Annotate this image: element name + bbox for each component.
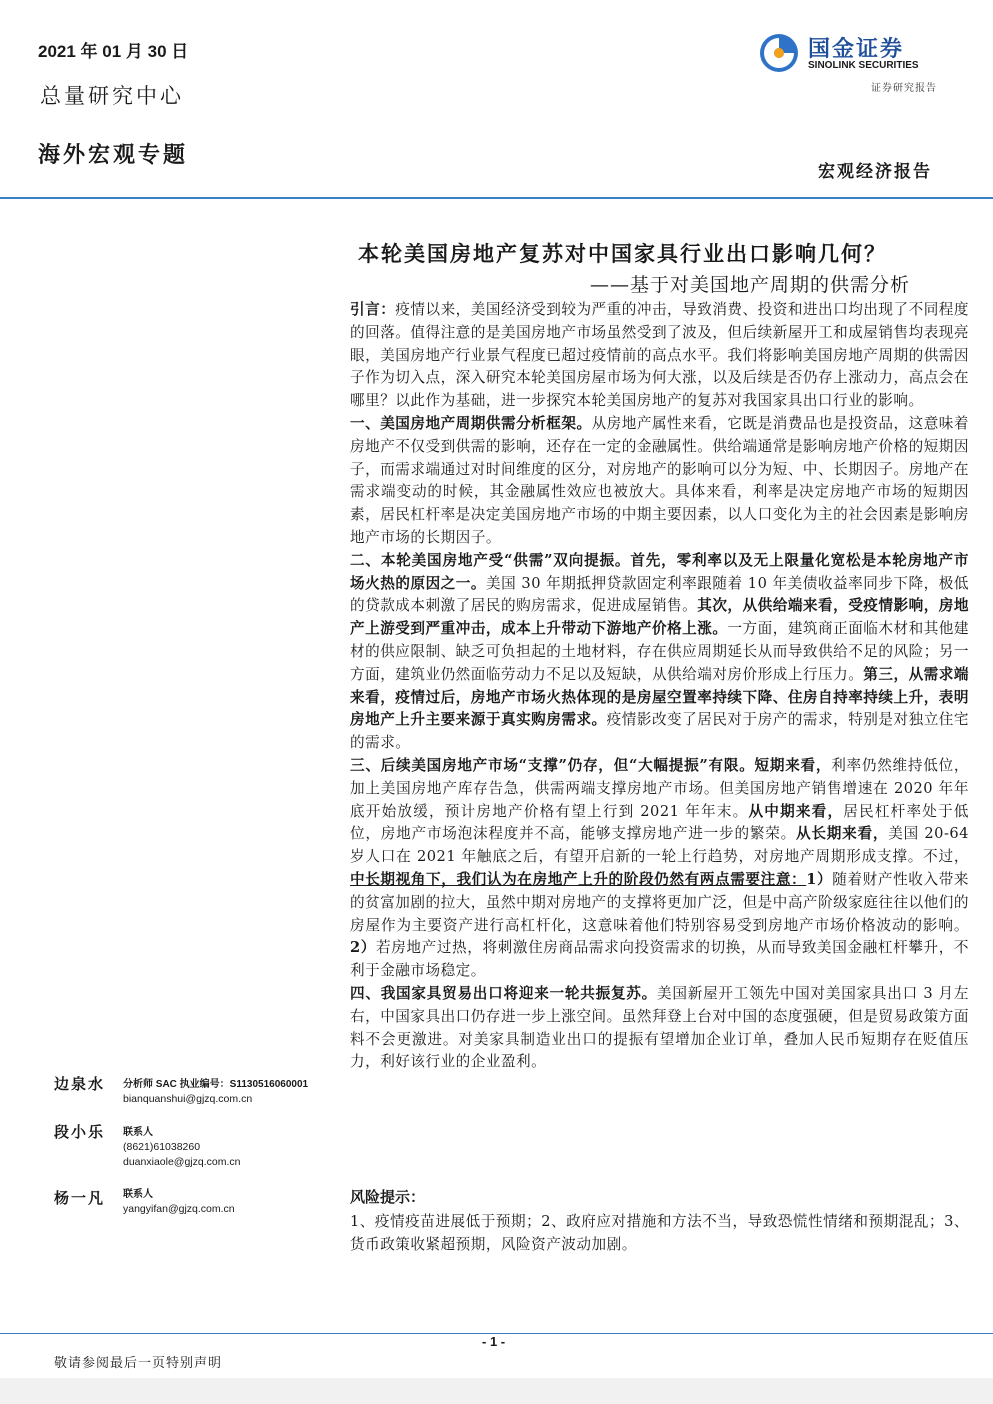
risk-title: 风险提示：: [350, 1188, 426, 1206]
report-type: 宏观经济报告: [818, 162, 932, 182]
analyst-email: yangyifan@gjzq.com.cn: [123, 1203, 235, 1215]
report-subtitle: ——基于对美国地产周期的供需分析: [590, 274, 911, 296]
section-4-text: 美国新屋开工领先中国对美国家具出口 3 月左右，中国家具出口仍存进一步上涨空间。虽然拜登上台对中国的态度强硬，但是贸易政策方面料不会更激进。对美家具制造业出口的提振有望增加企业订单，叠加人民币短期存在贬值压力，利好该行业的企业盈利。: [350, 984, 969, 1071]
analyst-phone: (8621)61038260: [123, 1141, 201, 1153]
research-center: 总量研究中心: [40, 84, 184, 108]
report-summary: [350, 299, 969, 1074]
analyst-name: 边泉水: [54, 1075, 106, 1093]
section-2-point-3: 第三，从需求端来看，疫情过后，房地产市场火热体现的是房屋空置率持续下降、住房自持率持续上升，表明房地产上升主要来源于真实购房需求。: [350, 665, 969, 729]
page-number: - 1 -: [482, 1334, 506, 1349]
section-2-text-3: 疫情影改变了居民对于房产的需求，特别是对独立住宅的需求。: [350, 711, 969, 752]
intro-text: 疫情以来，美国经济受到较为严重的冲击，导致消费、投资和进出口均出现了不同程度的回落。值得注意的是美国房地产市场虽然受到了波及，但后续新屋开工和成屋销售均表现亮眼，美国房地产行业景气程度已超过疫情前的高点水平。我们将影响美国房地产周期的供需因子作为切入点，深入研究本轮美国房屋市场为何大涨，以及后续是否仍存上涨动力，高点会在哪里？以此作为基础，进一步探究本轮美国房地产的复苏对我国家具出口行业的影响。: [350, 301, 969, 410]
section-3-text-4: 随着财产性收入带来的贫富加剧的拉大，虽然中期对房地产的支撑将更加广泛，但是中高产阶级家庭往往以他们的房屋作为主要资产进行高杠杆化，这意味着他们特别容易受到房地产市场价格波动的影响。: [350, 870, 969, 934]
section-2-heading: 二、本轮美国房地产受“供需”双向提振。首先，零利率以及无上限量化宽松是本轮房地产市场火热的原因之一。: [350, 551, 969, 592]
section-3-number-2: 2）: [350, 939, 376, 957]
securities-research-report-label: 证券研究报告: [871, 83, 937, 94]
section-3-underlined-note: 中长期视角下，我们认为在房地产上升的阶段仍然有两点需要注意：: [350, 870, 807, 888]
section-4-heading: 四、我国家具贸易出口将迎来一轮共振复苏。: [350, 984, 658, 1002]
section-3-text-3: 美国 20-64 岁人口在 2021 年触底之后，有望开启新的一轮上行趋势，对房地产周期形成支撑。不过，: [350, 825, 969, 866]
section-4-paragraph: [350, 983, 969, 1074]
analyst-name: 杨一凡: [54, 1189, 106, 1207]
section-3-heading: 三、后续美国房地产市场“支撑”仍存，但“大幅提振”有限。短期来看，: [350, 756, 832, 774]
header-divider: [0, 197, 993, 199]
intro-label: 引言：: [350, 301, 396, 318]
report-title: 本轮美国房地产复苏对中国家具行业出口影响几何？: [358, 241, 887, 266]
section-3-midterm: 从中期来看，: [748, 802, 844, 820]
section-1-heading: 一、美国房地产周期供需分析框架。: [350, 414, 592, 432]
analyst-email: duanxiaole@gjzq.com.cn: [123, 1156, 241, 1168]
sinolink-logo-icon: [758, 32, 800, 74]
analyst-info: [123, 1125, 240, 1170]
section-2-paragraph: [350, 550, 969, 755]
logo-chinese-name: 国金证券: [808, 37, 905, 62]
analyst-name: 段小乐: [54, 1123, 106, 1141]
risk-text: 1、疫情疫苗进展低于预期；2、政府应对措施和方法不当，导致恐慌性情绪和预期混乱；3、货币政策收紧超预期，风险资产波动加剧。: [350, 1213, 969, 1253]
section-3-text-1: 利率仍然维持低位，加上美国房地产库存告急，供需两端支撑房地产市场。但美国房地产销售增速在 2020 年年底开始放缓，预计房地产价格有望上行到 2021 年年末。: [350, 756, 969, 820]
disclaimer-note: 敬请参阅最后一页特别声明: [54, 1356, 223, 1371]
section-3-text-5: 若房地产过热，将刺激住房商品需求向投资需求的切换，从而导致美国金融杠杆攀升，不利于金融市场稳定。: [350, 939, 969, 980]
analyst-info: [123, 1077, 308, 1107]
bottom-band: [0, 1378, 993, 1404]
analyst-email: bianquanshui@gjzq.com.cn: [123, 1093, 253, 1105]
logo-english-name: SINOLINK SECURITIES: [808, 60, 919, 71]
section-1-paragraph: [350, 413, 969, 550]
analyst-role: 联系人: [123, 1127, 153, 1138]
analyst-role: 分析师 SAC 执业编号：S1130516060001: [123, 1079, 309, 1090]
section-2-text-1: 美国 30 年期抵押贷款固定利率跟随着 10 年美债收益率同步下降，极低的贷款成本刺激了居民的购房需求，促进成屋销售。: [350, 574, 969, 615]
section-1-text: 从房地产属性来看，它既是消费品也是投资品，这意味着房地产不仅受到供需的影响，还存在一定的金融属性。供给端通常是影响房地产价格的短期因子，而需求端通过对时间维度的区分，对房地产的影响可以分为短、中、长期因子。房地产在需求端变动的时候，其金融属性效应也被放大。具体来看，利率是决定房地产市场的短期因素，居民杠杆率是决定美国房地产市场的中期主要因素，以人口变化为主的社会因素是影响房地产市场的长期因子。: [350, 414, 969, 546]
report-date: 2021 年 01 月 30 日: [38, 42, 189, 61]
section-3-number-1: 1）: [806, 870, 833, 888]
section-3-paragraph: [350, 755, 969, 983]
report-topic: 海外宏观专题: [38, 142, 189, 168]
intro-paragraph: [350, 299, 969, 413]
section-2-point-2: 其次，从供给端来看，受疫情影响，房地产上游受到严重冲击，成本上升带动下游地产价格上涨。: [350, 597, 969, 638]
section-2-text-2: 一方面，建筑商正面临木材和其他建材的供应限制、缺乏可负担起的土地材料，存在供应周期延长从而导致供给不足的风险；另一方面，建筑业仍然面临劳动力不足以及短缺，从供给端对房价形成上行压力。: [350, 620, 969, 683]
section-3-longterm: 从长期来看，: [795, 825, 889, 843]
section-3-text-2: 居民杠杆率处于低位，房地产市场泡沫程度并不高，能够支撑房地产进一步的繁荣。: [350, 802, 969, 843]
sinolink-logo: [758, 30, 944, 78]
analyst-role: 联系人: [123, 1189, 153, 1200]
analyst-info: [123, 1187, 235, 1217]
